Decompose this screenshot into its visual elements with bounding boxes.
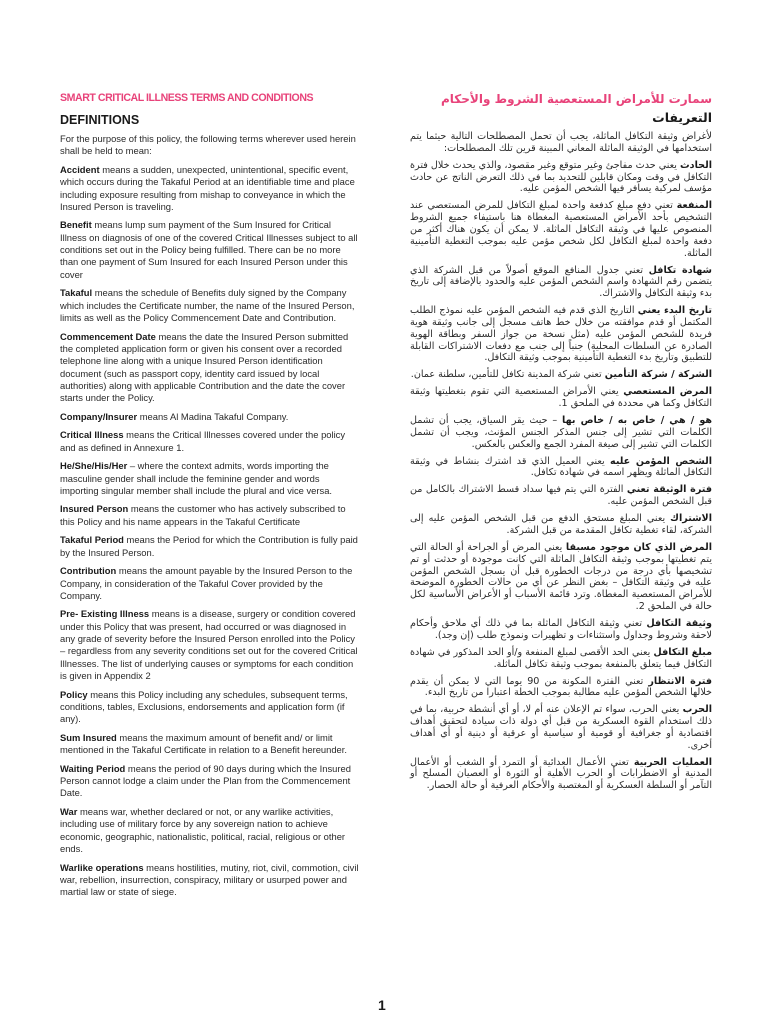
definition-term: فترة الوثيقة تعني: [626, 484, 712, 496]
definitions-list-en: [60, 164, 360, 899]
definition-paragraph: [60, 806, 360, 855]
definition-paragraph: [60, 763, 360, 800]
definition-term: Waiting Period: [60, 762, 126, 774]
definition-paragraph: [60, 608, 360, 682]
document-title-en: SMART CRITICAL ILLNESS TERMS AND CONDITIONS: [60, 92, 314, 104]
definition-text: means is a disease, surgery or condition covered under this Policy that was present, had occurred or was diagnosed in any grade of severity before the Insured Person enrolled into the Policy – regardless from any severity conditions set out for the covered Critical Illnesses. The list of underlying causes or symptoms for each condition is given in Appendix 2: [60, 608, 358, 682]
definition-text: means Al Madina Takaful Company.: [137, 410, 289, 422]
definition-term: مبلغ التكافل: [653, 646, 713, 658]
definition-text: التاريخ الذي قدم فيه الشخص المؤمن عليه نموذج الطلب المكتمل أو قدم موافقته من خلال خط هاتف مسجل إلى جانب وثيقة هوية فريدة للشخص المؤمن عليه (مثل نسخة من جواز السفر وبطاقة الهوية الصادرة عن السلطات المحلية) جنباً إلى جنب مع دفعات الاشتراكات القابلة للتطبيق وتاريخ بدء التغطية التأمينية بموجب وثيقة التكافل.: [410, 305, 712, 364]
definition-term: المرض الذي كان موجود مسبقا: [565, 541, 712, 553]
definition-text: means lump sum payment of the Sum Insured for Critical Illness on diagnosis of one of the covered Critical Illnesses subject to all conditions set out in the Policy being fulfilled. There can be no more than one payment of Sum Insured for each Insured Person under this cover: [60, 219, 358, 280]
definition-term: الشركة / شركة التأمين: [604, 369, 712, 381]
definition-term: الحادث: [680, 159, 712, 171]
definition-term: Pre- Existing Illness: [60, 608, 150, 620]
definition-text: يعني العميل الذي قد اشترك بنشاط في وثيقة التكافل الماثلة ويظهر اسمه في شهادة تكافل.: [410, 455, 712, 479]
definition-text: تعني الأعمال العدائية أو التمرد أو الشغب أو الأعمال المدنية أو الاضطرابات أو الحرب الأهلية أو الثورة أو العصيان المسلح أو التآمر أو السلطة العسكرية أو المغتصبة والأحكام العرفية أو حالة الحصار.: [410, 756, 712, 792]
definition-paragraph: [60, 219, 360, 281]
definition-paragraph: [410, 542, 712, 613]
definition-term: Takaful Period: [60, 534, 124, 546]
definition-paragraph: [60, 565, 360, 602]
document-title-ar: سمارت للأمراض المستعصية الشروط والأحكام: [441, 92, 712, 106]
definition-term: Warlike operations: [60, 861, 144, 873]
definition-paragraph: [410, 647, 712, 671]
definition-term: Sum Insured: [60, 731, 117, 743]
definition-text: يعني المرض أو الجراحة أو الحالة التي يتم تغطيتها بموجب وثيقة التكافل الماثلة التي كانت موجودة أو حدثت أو تم تشخيصها بأي درجة من درجات الخطورة قبل أن يسجل الشخص المؤمن عليه في وثيقة التكافل – بغض النظر عن أي من حالات الخطورة الموضحة للأمراض المستعصية المغطاة. وترد قائمة الأسباب أو الأعراض الأساسية لكل حالة في الملحق 2.: [410, 541, 712, 612]
definition-text: means war, whether declared or not, or any warlike activities, including use of military force by any sovereign nation to achieve economic, geographic, nationalistic, political, racial, religious or other ends.: [60, 805, 346, 854]
definition-text: تعني الفترة المكونة من 90 يوما التي لا يمكن أن يقدم خلالها الشخص المؤمن عليه مطالبة بموجب الخطة اعتبارا من تاريخ البدء.: [410, 675, 712, 699]
definition-text: يعني المبلغ مستحق الدفع من قبل الشخص المؤمن عليه إلى الشركة، لقاء تغطية تكافل المقدمة من قبل الشركة.: [410, 513, 712, 536]
definition-text: means the customer who has actively subscribed to this Policy and his name appears in the Takaful Certificate: [60, 503, 346, 527]
definition-term: الاشتراك: [670, 513, 712, 525]
definition-term: شهادة تكافل: [648, 264, 712, 276]
definition-term: وثيقة التكافل: [646, 617, 712, 629]
definition-paragraph: [410, 200, 712, 259]
definition-text: تعني دفع مبلغ كدفعة واحدة لمبلغ التكافل للمرض المستعصي عند التشخيص بأحد الأمراض المستعصية المغطاة هنا باستيفاء جميع الشروط المنصوص عليها في وثيقة التكافل الماثلة. لا يمكن أن يكون هناك أكثر من دفعة واحدة لمبلغ التكافل لكل شخص مؤمن عليه بموجب التغطية التأمينية الماثلة.: [410, 200, 712, 259]
arabic-column: [410, 92, 712, 797]
definition-term: Benefit: [60, 219, 92, 231]
definition-paragraph: [410, 160, 712, 195]
definition-term: الشخص المؤمن عليه: [610, 455, 713, 467]
definition-text: means a sudden, unexpected, unintentional, specific event, which occurs during the Takaful Period at an identifiable time and place including exposure resulting from mishap to conveyance in which the Insured Person is traveling.: [60, 163, 355, 212]
definition-paragraph: [60, 689, 360, 726]
definition-term: Contribution: [60, 565, 117, 577]
definition-paragraph: [410, 757, 712, 792]
intro-paragraph-ar: لأغراض وثيقة التكافل الماثلة، يجب أن تحمل المصطلحات التالية حيثما يتم استخدامها في الوثيقة الماثلة المعاني المبينة قرين تلك المصطلحات:: [410, 131, 712, 154]
definition-term: المنفعة: [676, 200, 712, 212]
definition-paragraph: [410, 369, 712, 381]
definition-paragraph: [60, 164, 360, 213]
definition-text: means hostilities, mutiny, riot, civil, commotion, civil war, rebellion, insurrection, conspiracy, military or usurped power and martial law or state of siege.: [60, 861, 359, 898]
definition-paragraph: [60, 331, 360, 405]
definition-paragraph: [410, 265, 712, 300]
definition-text: means the schedule of Benefits duly signed by the Company which includes the Certificate number, the name of the Insured Person, limits as well as the Policy Commencement Date and Contribution.: [60, 287, 355, 324]
definition-term: تاريخ البدء يعني: [637, 305, 712, 317]
definition-term: Company/Insurer: [60, 410, 138, 422]
definition-paragraph: [60, 429, 360, 454]
definition-text: يعني الحرب، سواء تم الإعلان عنه أم لا، أو أي أنشطة حربية، بما في ذلك استخدام القوة العسكرية من قبل أي دولة ذات سيادة لتحقيق أهداف اقتصادية أو جغرافية أو قومية أو سياسية أو عرقية أو دينية أو أي أهداف أخرى.: [410, 704, 712, 751]
definition-text: تعني جدول المنافع الموقع أصولاً من قبل الشركة الذي يتضمن رقم الشهادة واسم الشخص المؤمن عليه والحدود بالإضافة إلى تاريخ بدء وثيقة التكافل والاشتراك.: [410, 264, 712, 300]
definition-paragraph: [60, 287, 360, 324]
definition-term: Insured Person: [60, 503, 129, 515]
definition-text: تعني شركة المدينة تكافل للتأمين، سلطنة عمان.: [410, 369, 605, 381]
definition-paragraph: [410, 704, 712, 751]
definition-term: العمليات الحربية: [633, 756, 712, 768]
definition-text: means the maximum amount of benefit and/ or limit mentioned in the Takaful Certificate in relation to a Benefit hereunder.: [60, 731, 347, 756]
definition-term: Critical Illness: [60, 429, 124, 441]
definition-paragraph: [410, 456, 712, 480]
definition-text: يعني حدث مفاجئ وغير متوقع وغير مقصود، والذي يحدث خلال فترة التكافل في وقت ومكان قابلين للتحديد بما في ذلك التعرض الناتج عن حادث مؤسف لمركبة يسافر فيها الشخص المؤمن عليه.: [410, 159, 712, 195]
definition-term: Policy: [60, 688, 88, 700]
definition-text: الفترة التي يتم فيها سداد قسط الاشتراك بالكامل من قبل الشخص المؤمن عليه.: [410, 484, 712, 508]
definition-paragraph: [60, 862, 360, 899]
definition-text: means the period of 90 days during which the Insured Person cannot lodge a claim under the Plan from the Commencement Date.: [60, 762, 351, 799]
english-column: [60, 92, 360, 905]
definition-term: المرض المستعصي: [623, 386, 712, 398]
definition-paragraph: [410, 484, 712, 508]
intro-paragraph-en: For the purpose of this policy, the following terms wherever used herein shall be held to mean:: [60, 133, 356, 157]
definition-paragraph: [410, 415, 712, 450]
definition-text: – where the context admits, words importing the masculine gender shall include the feminine gender and words importing singular member shall include the plural and vice versa.: [60, 460, 333, 496]
definition-text: يعني الحد الأقصى لمبلغ المنفعة و/أو الحد المذكور في شهادة التكافل فيما يتعلق بالمنفعة بموجب وثيقة تكافل الماثلة.: [410, 646, 712, 670]
definition-text: means this Policy including any schedules, subsequent terms, conditions, tables, Exclusions, endorsements and application form (if any).: [60, 688, 348, 725]
definition-term: Takaful: [60, 287, 93, 299]
definition-term: Accident: [60, 163, 100, 175]
definition-text: means the date the Insured Person submitted the completed application form or given his consent over a recorded telephone line along with a unique Insured Person identification document (such as passport copy, identity card issued by local authorities) along with applicable Contribution and the date the cover starts under the Policy.: [60, 330, 349, 404]
definition-term: الحرب: [682, 704, 712, 716]
definitions-heading-ar: التعريفات: [652, 110, 712, 125]
definition-text: means the Critical Illnesses covered under the policy and as defined in Annexure 1.: [60, 429, 346, 453]
definition-paragraph: [410, 305, 712, 364]
page-number: 1: [378, 997, 386, 1013]
definitions-heading-en: DEFINITIONS: [60, 113, 140, 127]
definition-term: Commencement Date: [60, 330, 156, 342]
definition-paragraph: [410, 386, 712, 410]
definition-paragraph: [60, 534, 360, 559]
definition-term: فترة الانتظار: [648, 675, 712, 687]
definition-paragraph: [410, 618, 712, 642]
definition-text: – حيث يقر السياق، يجب أن تشمل الكلمات التي تشير إلى جنس المذكر الجنس المؤنث، ويجب أن تشمل الكلمات التي تشير إلى صيغة المفرد الجمع والعكس بالعكس.: [410, 415, 712, 450]
definition-paragraph: [410, 513, 712, 537]
definition-text: تعني وثيقة التكافل الماثلة بما في ذلك أي ملاحق وأحكام لاحقة وشروط وجداول واستثناءات و تظهيرات ونموذج طلب (إن وجد).: [410, 617, 712, 641]
definition-text: means the amount payable by the Insured Person to the Company, in consideration of the Takaful Cover provided by the Company.: [60, 565, 353, 601]
definition-text: يعني الأمراض المستعصية التي تقوم بتغطيتها وثيقة التكافل وكما هي محددة في الملحق 1.: [410, 386, 712, 410]
definition-term: He/She/His/Her: [60, 460, 128, 472]
definition-paragraph: [60, 732, 360, 757]
definition-term: هو / هي / خاص به / خاص بها: [561, 415, 712, 427]
definitions-list-ar: [410, 160, 712, 792]
definition-term: War: [60, 805, 78, 817]
definition-paragraph: [60, 411, 360, 423]
definition-paragraph: [60, 503, 360, 528]
definition-paragraph: [60, 460, 360, 497]
definition-text: means the Period for which the Contribution is fully paid by the Insured Person.: [60, 534, 358, 558]
definition-paragraph: [410, 676, 712, 700]
